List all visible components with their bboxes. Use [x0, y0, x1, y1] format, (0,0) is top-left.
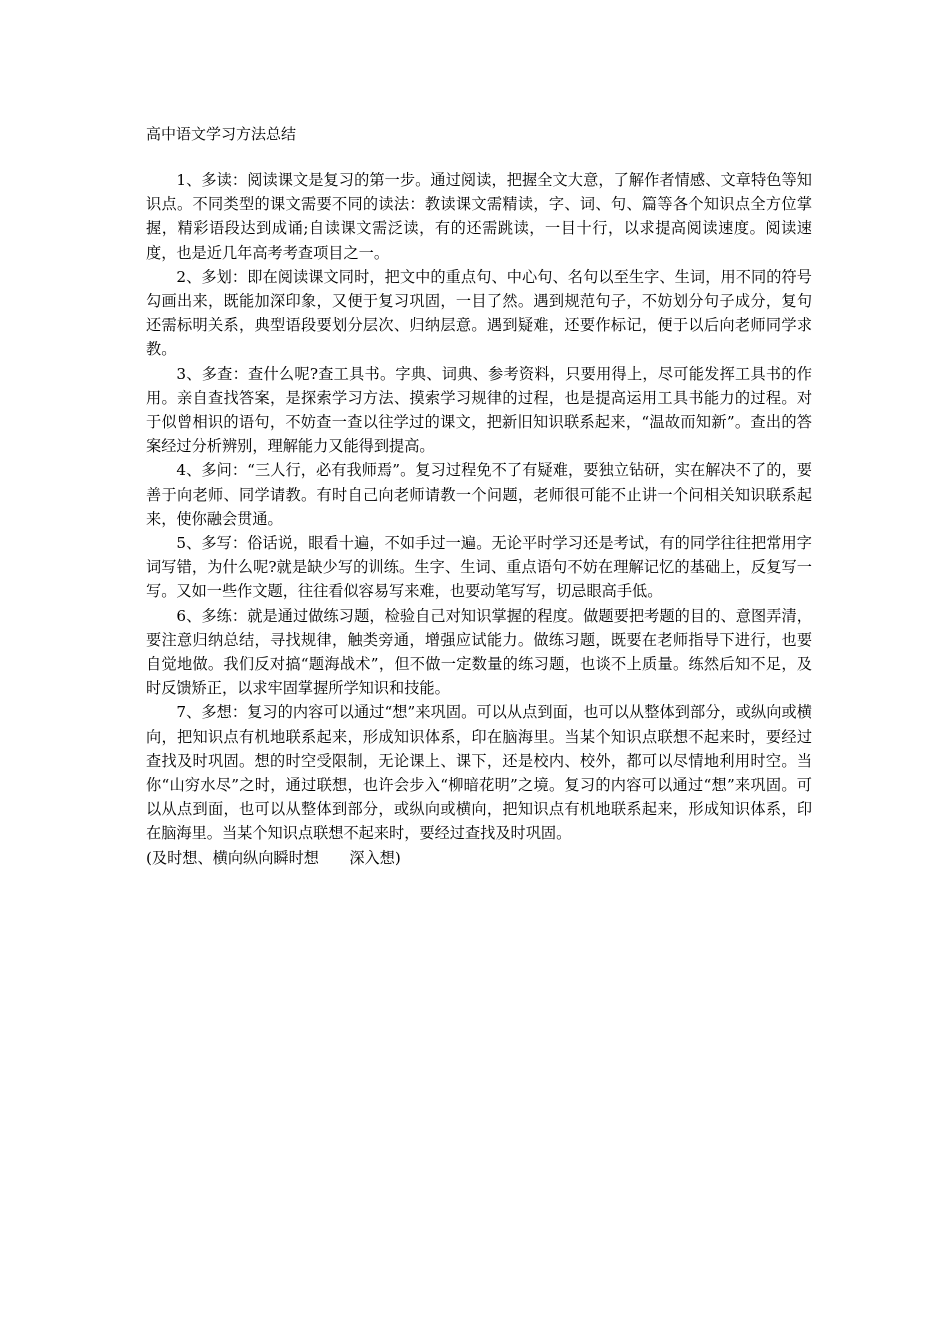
paragraph-think-more: 7、多想：复习的内容可以通过“想”来巩固。可以从点到面，也可以从整体到部分，或纵向或横向，把知识点有机地联系起来，形成知识体系，印在脑海里。当某个知识点联想不起来时，要经过查找及时巩固。想的时空受限制，无论课上、课下，还是校内、校外，都可以尽情地利用时空。当你“山穷水尽”之时，通过联想，也许会步入“柳暗花明”之境。复习的内容可以通过“想”来巩固。可以从点到面，也可以从整体到部分，或纵向或横向，把知识点有机地联系起来，形成知识体系，印在脑海里。当某个知识点联想不起来时，要经过查找及时巩固。 — [146, 703, 812, 843]
closing-note: (及时想、横向纵向瞬时想 深入想) — [146, 848, 401, 867]
paragraph-ask-more: 4、多问：“三人行，必有我师焉”。复习过程免不了有疑难，要独立钻研，实在解决不了的，要善于向老师、同学请教。有时自己向老师请教一个问题，老师很可能不止讲一个问相关知识联系起来，使你融会贯通。 — [146, 461, 812, 528]
paragraph-mark-more: 2、多划：即在阅读课文同时，把文中的重点句、中心句、名句以至生字、生词，用不同的符号勾画出来，既能加深印象，又便于复习巩固，一目了然。遇到规范句子，不妨划分句子成分，复句还需标明关系，典型语段要划分层次、归纳层意。遇到疑难，还要作标记，便于以后向老师同学求教。 — [146, 267, 812, 359]
document-page — [146, 122, 812, 870]
paragraph-look-up-more: 3、多查：查什么呢?查工具书。字典、词典、参考资料，只要用得上，尽可能发挥工具书的作用。亲自查找答案，是探索学习方法、摸索学习规律的过程，也是提高运用工具书能力的过程。对于似曾相识的语句，不妨查一查以往学过的课文，把新旧知识联系起来，“温故而知新”。查出的答案经过分析辨别，理解能力又能得到提高。 — [146, 364, 812, 456]
document-title: 高中语文学习方法总结 — [146, 125, 297, 143]
paragraph-write-more: 5、多写：俗话说，眼看十遍，不如手过一遍。无论平时学习还是考试，有的同学往往把常用字词写错，为什么呢?就是缺少写的训练。生字、生词、重点语句不妨在理解记忆的基础上，反复写一写。又如一些作文题，往往看似容易写来难，也要动笔写写，切忌眼高手低。 — [146, 534, 812, 601]
paragraph-practice-more: 6、多练：就是通过做练习题，检验自己对知识掌握的程度。做题要把考题的目的、意图弄清，要注意归纳总结，寻找规律，触类旁通，增强应试能力。做练习题，既要在老师指导下进行，也要自觉地做。我们反对搞“题海战术”，但不做一定数量的练习题，也谈不上质量。练然后知不足，及时反馈矫正，以求牢固掌握所学知识和技能。 — [146, 606, 812, 698]
paragraph-read-more: 1、多读：阅读课文是复习的第一步。通过阅读，把握全文大意，了解作者情感、文章特色等知识点。不同类型的课文需要不同的读法：教读课文需精读，字、词、句、篇等各个知识点全方位掌握，精彩语段达到成诵;自读课文需泛读，有的还需跳读，一目十行，以求提高阅读速度。阅读速度，也是近几年高考考查项目之一。 — [146, 171, 812, 262]
